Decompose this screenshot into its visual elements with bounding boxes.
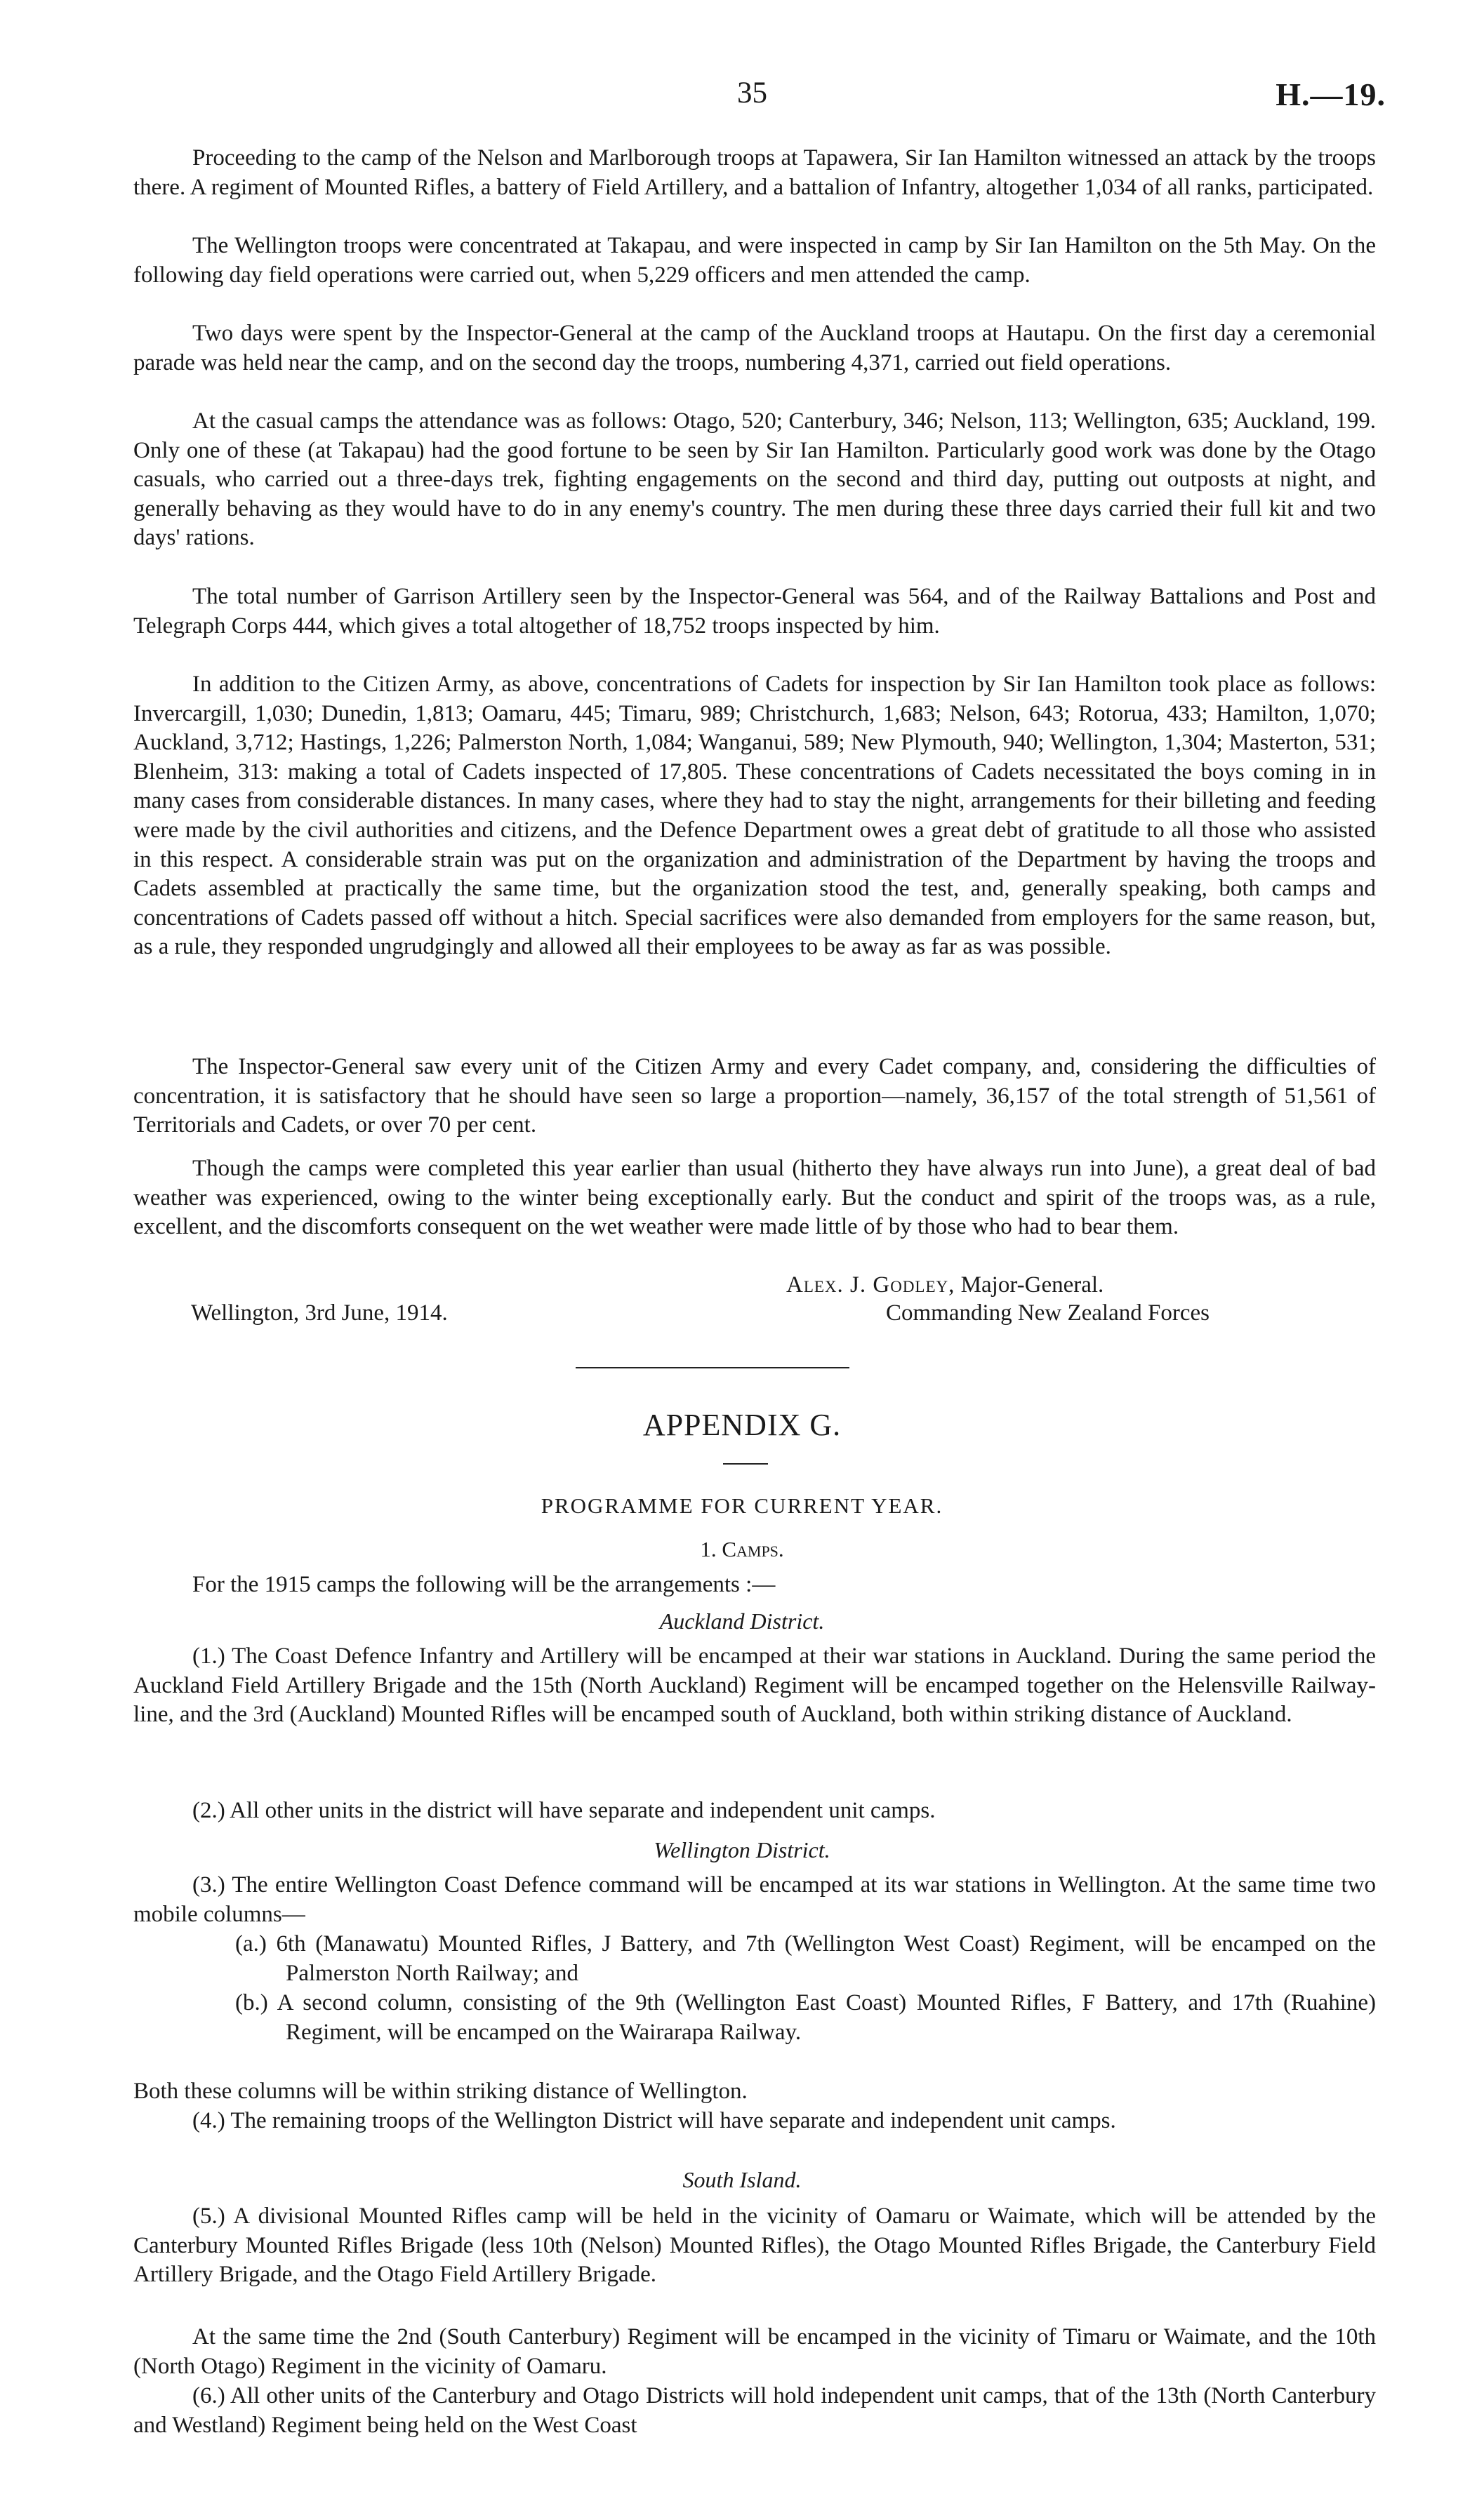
appendix-paragraph: At the same time the 2nd (South Canterbury) Regiment will be encamped in the vicinity of Timaru or Waimate, and the 10th (North Otago) Regiment in the vicinity of Oamaru.	[133, 2324, 1376, 2379]
appendix-paragraph: (4.) The remaining troops of the Wellington District will have separate and independent unit camps.	[192, 2108, 1116, 2133]
signature-rank: Major-General.	[960, 1272, 1104, 1298]
title-underline	[723, 1463, 768, 1465]
programme-heading: PROGRAMME FOR CURRENT YEAR.	[541, 1493, 943, 1518]
column-item-b: (b.) A second column, consisting of the 9th (Wellington East Coast) Mounted Rifles, F Battery, and 17th (Ruahine) Regiment, will be encamped on the Wairarapa Railway.	[235, 1990, 1376, 2045]
appendix-intro: For the 1915 camps the following will be the arrangements :—	[192, 1572, 776, 1597]
appendix-paragraph: (3.) The entire Wellington Coast Defence command will be encamped at its war stations in Wellington. At the same time two mobile columns—	[133, 1872, 1376, 1927]
signature-title: Commanding New Zealand Forces	[886, 1300, 1210, 1326]
section-heading	[0, 1537, 1484, 1562]
appendix-paragraph: (2.) All other units in the district will have separate and independent unit camps.	[192, 1798, 936, 1823]
appendix-paragraph: (1.) The Coast Defence Infantry and Artillery will be encamped at their war stations in Auckland. During the same period the Auckland Field Artillery Brigade and the 15th (North Auckland) Regiment will be encamped together on the Helensville Railway-line, and the 3rd (Auckland) Mounted Rifles will be encamped south of Auckland, both within striking distance of Auckland.	[133, 1644, 1376, 1728]
signature-name	[786, 1272, 1104, 1298]
district-heading-south-island: South Island.	[682, 2167, 802, 2192]
appendix-paragraph: Both these columns will be within striking distance of Wellington.	[133, 2079, 748, 2104]
signature-officer: Alex. J. Godley,	[786, 1272, 955, 1298]
report-paragraph: Though the camps were completed this year earlier than usual (hitherto they have always run into June), a great deal of bad weather was experienced, owing to the winter being exceptionally early. But the conduct and spirit of the troops was, as a rule, excellent, and the discomforts consequent on the wet weather were made little of by those who had to bear them.	[133, 1156, 1376, 1240]
report-paragraph: The Wellington troops were concentrated at Takapau, and were inspected in camp by Sir Ian Hamilton on the 5th May. On the following day field operations were carried out, when 5,229 officers and men attended the camp.	[133, 233, 1376, 288]
appendix-paragraph: (5.) A divisional Mounted Rifles camp will be held in the vicinity of Oamaru or Waimate, which will be attended by the Canterbury Mounted Rifles Brigade (less 10th (Nelson) Mounted Rifles), the Otago Mounted Rifles Brigade, the Canterbury Field Artillery Brigade, and the Otago Field Artillery Brigade.	[133, 2204, 1376, 2288]
district-heading-wellington: Wellington District.	[654, 1837, 830, 1862]
report-paragraph: The Inspector-General saw every unit of the Citizen Army and every Cadet company, and, considering the difficulties of concentration, it is satisfactory that he should have seen so large a proportion—namely, 36,157 of the total strength of 51,561 of Territorials and Cadets, or over 70 per cent.	[133, 1054, 1376, 1138]
report-paragraph: In addition to the Citizen Army, as above, concentrations of Cadets for inspection by Sir Ian Hamilton took place as follows: Invercargill, 1,030; Dunedin, 1,813; Oamaru, 445; Timaru, 989; Christchurch, 1,683; Nelson, 643; Rotorua, 433; Hamilton, 1,070; Auckland, 3,712; Hastings, 1,226; Palmerston North, 1,084; Wanganui, 589; New Plymouth, 940; Wellington, 1,304; Masterton, 531; Blenheim, 313: making a total of Cadets inspected of 17,805. These concentrations of Cadets necessitated the boys coming in in many cases from considerable distances. In many cases, where they had to stay the night, arrangements for their billeting and feeding were made by the civil authorities and citizens, and the Defence Department owes a great debt of gratitude to all those who assisted in this respect. A considerable strain was put on the organization and administration of the Department by having the troops and Cadets assembled at practically the same time, but the organization stood the test, and, generally speaking, both camps and concentrations of Cadets passed off without a hitch. Special sacrifices were also demanded from employers for the same reason, but, as a rule, they responded ungrudgingly and allowed all their employees to be away as far as was possible.	[133, 672, 1376, 960]
column-item-a: (a.) 6th (Manawatu) Mounted Rifles, J Battery, and 7th (Wellington West Coast) Regiment, will be encamped on the Palmerston North Railway; and	[235, 1931, 1376, 1986]
section-title: Camps.	[722, 1537, 784, 1561]
document-reference: H.—19.	[1276, 76, 1386, 112]
report-paragraph: Two days were spent by the Inspector-General at the camp of the Auckland troops at Hautapu. On the first day a ceremonial parade was held near the camp, and on the second day the troops, numbering 4,371, carried out field operations.	[133, 321, 1376, 375]
report-paragraph: Proceeding to the camp of the Nelson and Marlborough troops at Tapawera, Sir Ian Hamilton witnessed an attack by the troops there. A regiment of Mounted Rifles, a battery of Field Artillery, and a battalion of Infantry, altogether 1,034 of all ranks, participated.	[133, 145, 1376, 200]
appendix-paragraph: (6.) All other units of the Canterbury and Otago Districts will hold independent unit camps, that of the 13th (North Canterbury and Westland) Regiment being held on the West Coast	[133, 2383, 1376, 2438]
report-paragraph: The total number of Garrison Artillery seen by the Inspector-General was 564, and of the Railway Battalions and Post and Telegraph Corps 444, which gives a total altogether of 18,752 troops inspected by him.	[133, 584, 1376, 639]
district-heading-auckland: Auckland District.	[659, 1608, 825, 1634]
section-divider	[576, 1367, 849, 1368]
page-number: 35	[737, 76, 767, 109]
section-number: 1.	[700, 1537, 717, 1561]
signature-place-date: Wellington, 3rd June, 1914.	[191, 1300, 448, 1326]
report-paragraph: At the casual camps the attendance was as follows: Otago, 520; Canterbury, 346; Nelson, 113; Wellington, 635; Auckland, 199. Only one of these (at Takapau) had the good fortune to be seen by Sir Ian Hamilton. Particularly good work was done by the Otago casuals, who carried out a three-days trek, fighting engagements on the second and third day, putting out outposts at night, and generally behaving as they would have to do in any enemy's country. The men during these three days carried their full kit and two days' rations.	[133, 408, 1376, 551]
appendix-title: APPENDIX G.	[642, 1408, 842, 1442]
